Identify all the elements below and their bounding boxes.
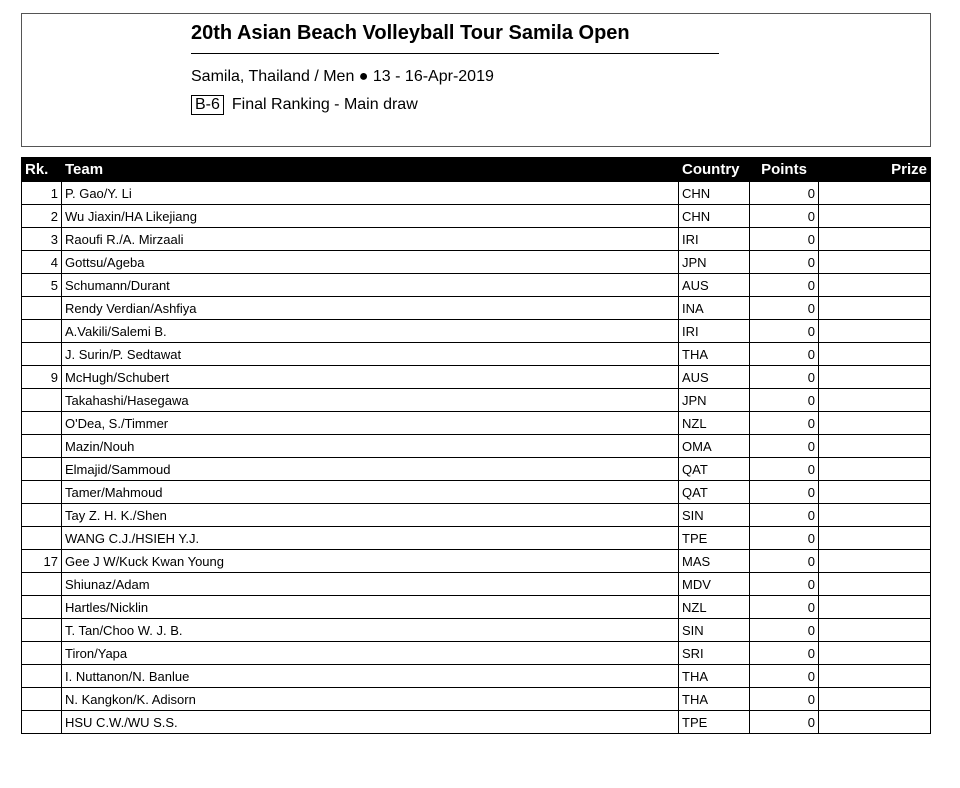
- prize-cell: [819, 343, 931, 366]
- country-cell: IRI: [679, 228, 750, 251]
- table-row: [22, 688, 931, 711]
- country-cell: QAT: [679, 458, 750, 481]
- rank-cell: [22, 642, 62, 665]
- team-cell: Mazin/Nouh: [62, 435, 679, 458]
- points-cell: 0: [750, 665, 819, 688]
- team-cell: Gottsu/Ageba: [62, 251, 679, 274]
- points-cell: 0: [750, 297, 819, 320]
- rank-cell: [22, 527, 62, 550]
- rank-cell: 4: [22, 251, 62, 274]
- team-cell: J. Surin/P. Sedtawat: [62, 343, 679, 366]
- table-row: [22, 366, 931, 389]
- team-cell: O'Dea, S./Timmer: [62, 412, 679, 435]
- prize-cell: [819, 435, 931, 458]
- prize-cell: [819, 458, 931, 481]
- table-row: [22, 504, 931, 527]
- team-cell: Shiunaz/Adam: [62, 573, 679, 596]
- prize-cell: [819, 527, 931, 550]
- points-cell: 0: [750, 481, 819, 504]
- table-row: [22, 343, 931, 366]
- table-row: [22, 251, 931, 274]
- points-cell: 0: [750, 550, 819, 573]
- team-cell: Raoufi R./A. Mirzaali: [62, 228, 679, 251]
- page-title: 20th Asian Beach Volleyball Tour Samila Open: [191, 22, 630, 44]
- points-cell: 0: [750, 412, 819, 435]
- points-cell: 0: [750, 389, 819, 412]
- table-row: [22, 182, 931, 205]
- section-code-badge: B-6: [191, 95, 224, 115]
- rank-cell: 2: [22, 205, 62, 228]
- section-line: [191, 95, 418, 115]
- prize-cell: [819, 297, 931, 320]
- column-header-country: Country: [679, 158, 750, 182]
- country-cell: CHN: [679, 182, 750, 205]
- team-cell: Tay Z. H. K./Shen: [62, 504, 679, 527]
- table-row: [22, 665, 931, 688]
- prize-cell: [819, 481, 931, 504]
- team-cell: N. Kangkon/K. Adisorn: [62, 688, 679, 711]
- prize-cell: [819, 504, 931, 527]
- table-row: [22, 297, 931, 320]
- table-row: [22, 228, 931, 251]
- team-cell: Wu Jiaxin/HA Likejiang: [62, 205, 679, 228]
- team-cell: HSU C.W./WU S.S.: [62, 711, 679, 734]
- team-cell: P. Gao/Y. Li: [62, 182, 679, 205]
- rank-cell: [22, 665, 62, 688]
- team-cell: Elmajid/Sammoud: [62, 458, 679, 481]
- table-row: [22, 711, 931, 734]
- title-underline: [191, 53, 719, 54]
- table-row: [22, 458, 931, 481]
- table-row: [22, 550, 931, 573]
- country-cell: NZL: [679, 412, 750, 435]
- points-cell: 0: [750, 527, 819, 550]
- points-cell: 0: [750, 458, 819, 481]
- country-cell: AUS: [679, 274, 750, 297]
- team-cell: A.Vakili/Salemi B.: [62, 320, 679, 343]
- rank-cell: 9: [22, 366, 62, 389]
- rank-cell: [22, 343, 62, 366]
- column-header-points: Points: [750, 158, 819, 182]
- country-cell: TPE: [679, 711, 750, 734]
- points-cell: 0: [750, 619, 819, 642]
- table-row: [22, 274, 931, 297]
- table-row: [22, 619, 931, 642]
- table-row: [22, 435, 931, 458]
- table-row: [22, 412, 931, 435]
- rank-cell: [22, 389, 62, 412]
- country-cell: NZL: [679, 596, 750, 619]
- country-cell: SIN: [679, 504, 750, 527]
- prize-cell: [819, 274, 931, 297]
- country-cell: OMA: [679, 435, 750, 458]
- country-cell: THA: [679, 688, 750, 711]
- table-row: [22, 320, 931, 343]
- prize-cell: [819, 228, 931, 251]
- country-cell: SIN: [679, 619, 750, 642]
- rank-cell: 1: [22, 182, 62, 205]
- prize-cell: [819, 642, 931, 665]
- points-cell: 0: [750, 573, 819, 596]
- table-row: [22, 205, 931, 228]
- country-cell: IRI: [679, 320, 750, 343]
- table-header-row: [22, 158, 931, 182]
- country-cell: THA: [679, 665, 750, 688]
- prize-cell: [819, 412, 931, 435]
- country-cell: TPE: [679, 527, 750, 550]
- table-row: [22, 389, 931, 412]
- rank-cell: [22, 596, 62, 619]
- rank-cell: [22, 481, 62, 504]
- points-cell: 0: [750, 596, 819, 619]
- points-cell: 0: [750, 205, 819, 228]
- prize-cell: [819, 205, 931, 228]
- rank-cell: [22, 458, 62, 481]
- country-cell: AUS: [679, 366, 750, 389]
- table-row: [22, 596, 931, 619]
- points-cell: 0: [750, 320, 819, 343]
- ranking-table-body: [22, 182, 931, 734]
- team-cell: Tiron/Yapa: [62, 642, 679, 665]
- country-cell: QAT: [679, 481, 750, 504]
- prize-cell: [819, 182, 931, 205]
- column-header-prize: Prize: [819, 158, 931, 182]
- points-cell: 0: [750, 642, 819, 665]
- rank-cell: 3: [22, 228, 62, 251]
- team-cell: McHugh/Schubert: [62, 366, 679, 389]
- prize-cell: [819, 596, 931, 619]
- prize-cell: [819, 688, 931, 711]
- points-cell: 0: [750, 366, 819, 389]
- table-row: [22, 527, 931, 550]
- team-cell: Gee J W/Kuck Kwan Young: [62, 550, 679, 573]
- rank-cell: [22, 297, 62, 320]
- prize-cell: [819, 665, 931, 688]
- team-cell: WANG C.J./HSIEH Y.J.: [62, 527, 679, 550]
- rank-cell: [22, 504, 62, 527]
- rank-cell: [22, 619, 62, 642]
- country-cell: MAS: [679, 550, 750, 573]
- points-cell: 0: [750, 711, 819, 734]
- country-cell: JPN: [679, 251, 750, 274]
- country-cell: MDV: [679, 573, 750, 596]
- points-cell: 0: [750, 688, 819, 711]
- table-row: [22, 642, 931, 665]
- country-cell: CHN: [679, 205, 750, 228]
- rank-cell: 5: [22, 274, 62, 297]
- points-cell: 0: [750, 251, 819, 274]
- prize-cell: [819, 711, 931, 734]
- column-header-team: Team: [62, 158, 679, 182]
- prize-cell: [819, 619, 931, 642]
- rank-cell: [22, 320, 62, 343]
- column-header-rank: Rk.: [22, 158, 62, 182]
- team-cell: Tamer/Mahmoud: [62, 481, 679, 504]
- points-cell: 0: [750, 343, 819, 366]
- rank-cell: [22, 435, 62, 458]
- table-row: [22, 573, 931, 596]
- rank-cell: [22, 573, 62, 596]
- table-row: [22, 481, 931, 504]
- team-cell: Rendy Verdian/Ashfiya: [62, 297, 679, 320]
- prize-cell: [819, 389, 931, 412]
- prize-cell: [819, 320, 931, 343]
- points-cell: 0: [750, 274, 819, 297]
- team-cell: Schumann/Durant: [62, 274, 679, 297]
- prize-cell: [819, 366, 931, 389]
- rank-cell: [22, 412, 62, 435]
- rank-cell: [22, 711, 62, 734]
- points-cell: 0: [750, 182, 819, 205]
- ranking-table: [21, 157, 931, 734]
- team-cell: Takahashi/Hasegawa: [62, 389, 679, 412]
- prize-cell: [819, 550, 931, 573]
- team-cell: I. Nuttanon/N. Banlue: [62, 665, 679, 688]
- team-cell: Hartles/Nicklin: [62, 596, 679, 619]
- event-subtitle: Samila, Thailand / Men ● 13 - 16-Apr-2019: [191, 68, 494, 85]
- section-title: Final Ranking - Main draw: [231, 96, 418, 113]
- team-cell: T. Tan/Choo W. J. B.: [62, 619, 679, 642]
- country-cell: JPN: [679, 389, 750, 412]
- points-cell: 0: [750, 504, 819, 527]
- country-cell: INA: [679, 297, 750, 320]
- rank-cell: [22, 688, 62, 711]
- points-cell: 0: [750, 435, 819, 458]
- country-cell: SRI: [679, 642, 750, 665]
- points-cell: 0: [750, 228, 819, 251]
- rank-cell: 17: [22, 550, 62, 573]
- country-cell: THA: [679, 343, 750, 366]
- prize-cell: [819, 573, 931, 596]
- prize-cell: [819, 251, 931, 274]
